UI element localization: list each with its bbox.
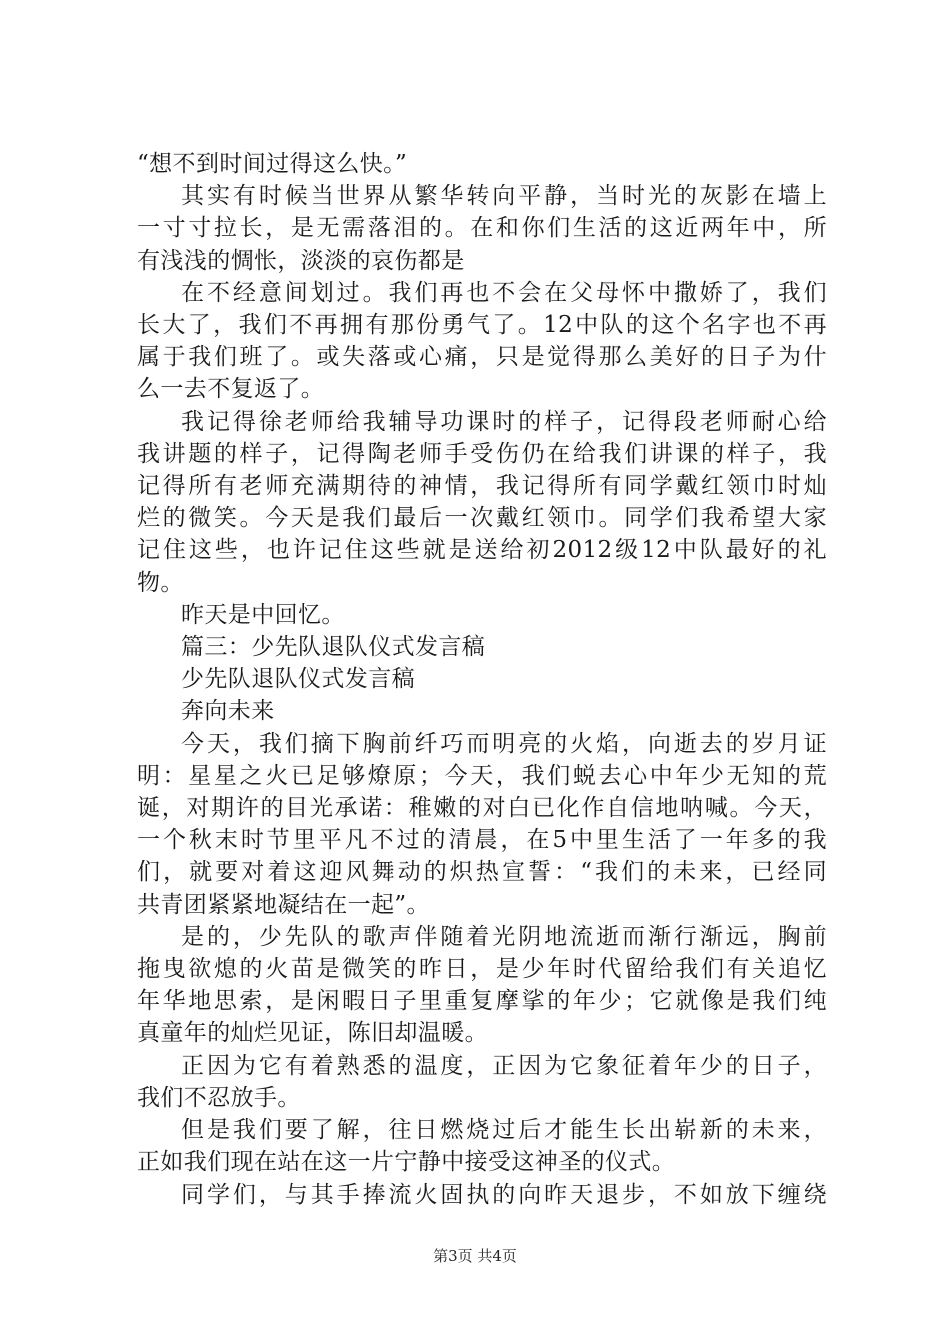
text-line: 明：星星之火已足够燎原；今天，我们蜕去心中年少无知的荒 — [137, 762, 827, 789]
text-line: 正因为它有着熟悉的温度，正因为它象征着年少的日子， — [181, 1052, 827, 1079]
text-line: 我记得徐老师给我辅导功课时的样子，记得段老师耐心给 — [181, 408, 827, 435]
text-line: “想不到时间过得这么快。” — [137, 151, 408, 177]
text-line: 真童年的灿烂见证，陈旧却温暖。 — [137, 1020, 488, 1047]
text-line: 有浅浅的惆怅，淡淡的哀伤都是 — [137, 247, 465, 274]
text-line: 物。 — [137, 569, 184, 596]
text-line: 今天，我们摘下胸前纤巧而明亮的火焰，向逝去的岁月证 — [181, 730, 827, 757]
page-footer: 第3页 共4页 — [433, 1247, 517, 1265]
text-line: 们，就要对着这迎风舞动的炽热宣誓：“我们的未来，已经同 — [137, 859, 827, 886]
text-line: 在不经意间划过。我们再也不会在父母怀中撒娇了，我们 — [181, 279, 827, 306]
text-line: 诞，对期许的目光承诺：稚嫩的对白已化作自信地呐喊。今天， — [137, 795, 827, 822]
text-line: 一寸寸拉长，是无需落泪的。在和你们生活的这近两年中，所 — [137, 215, 827, 242]
text-line: 同学们，与其手捧流火固执的向昨天退步，不如放下缠绕 — [181, 1181, 827, 1208]
text-line: 是的，少先队的歌声伴随着光阴地流逝而渐行渐远，胸前 — [181, 923, 827, 950]
text-line: 篇三：少先队退队仪式发言稿 — [181, 634, 486, 661]
text-line: 记住这些，也许记住这些就是送给初2012级12中队最好的礼 — [137, 537, 827, 564]
text-line: 记得所有老师充满期待的神情，我记得所有同学戴红领巾时灿 — [137, 473, 827, 500]
text-line: 昨天是中回忆。 — [181, 601, 345, 628]
text-line: 么一去不复返了。 — [137, 376, 325, 403]
text-line: 年华地思索，是闲暇日子里重复摩挲的年少；它就像是我们纯 — [137, 988, 827, 1015]
text-line: 一个秋末时节里平凡不过的清晨，在5中里生活了一年多的我 — [137, 827, 827, 854]
text-line: 其实有时候当世界从繁华转向平静，当时光的灰影在墙上 — [181, 183, 827, 210]
text-line: 正如我们现在站在这一片宁静中接受这神圣的仪式。 — [137, 1149, 676, 1176]
text-line: 长大了，我们不再拥有那份勇气了。12中队的这个名字也不再 — [137, 312, 827, 339]
text-line: 奔向未来 — [181, 698, 275, 725]
text-line: 烂的微笑。今天是我们最后一次戴红领巾。同学们我希望大家 — [137, 505, 827, 532]
text-line: 我们不忍放手。 — [137, 1084, 301, 1111]
text-line: 我讲题的样子，记得陶老师手受伤仍在给我们讲课的样子，我 — [137, 440, 827, 467]
text-line: 拖曳欲熄的火苗是微笑的昨日，是少年时代留给我们有关追忆 — [137, 956, 827, 983]
text-line: 少先队退队仪式发言稿 — [181, 666, 415, 693]
text-line: 共青团紧紧地凝结在一起”。 — [137, 891, 430, 918]
text-line: 但是我们要了解，往日燃烧过后才能生长出崭新的未来， — [181, 1117, 827, 1144]
text-line: 属于我们班了。或失落或心痛，只是觉得那么美好的日子为什 — [137, 344, 827, 371]
document-body — [137, 148, 827, 1211]
